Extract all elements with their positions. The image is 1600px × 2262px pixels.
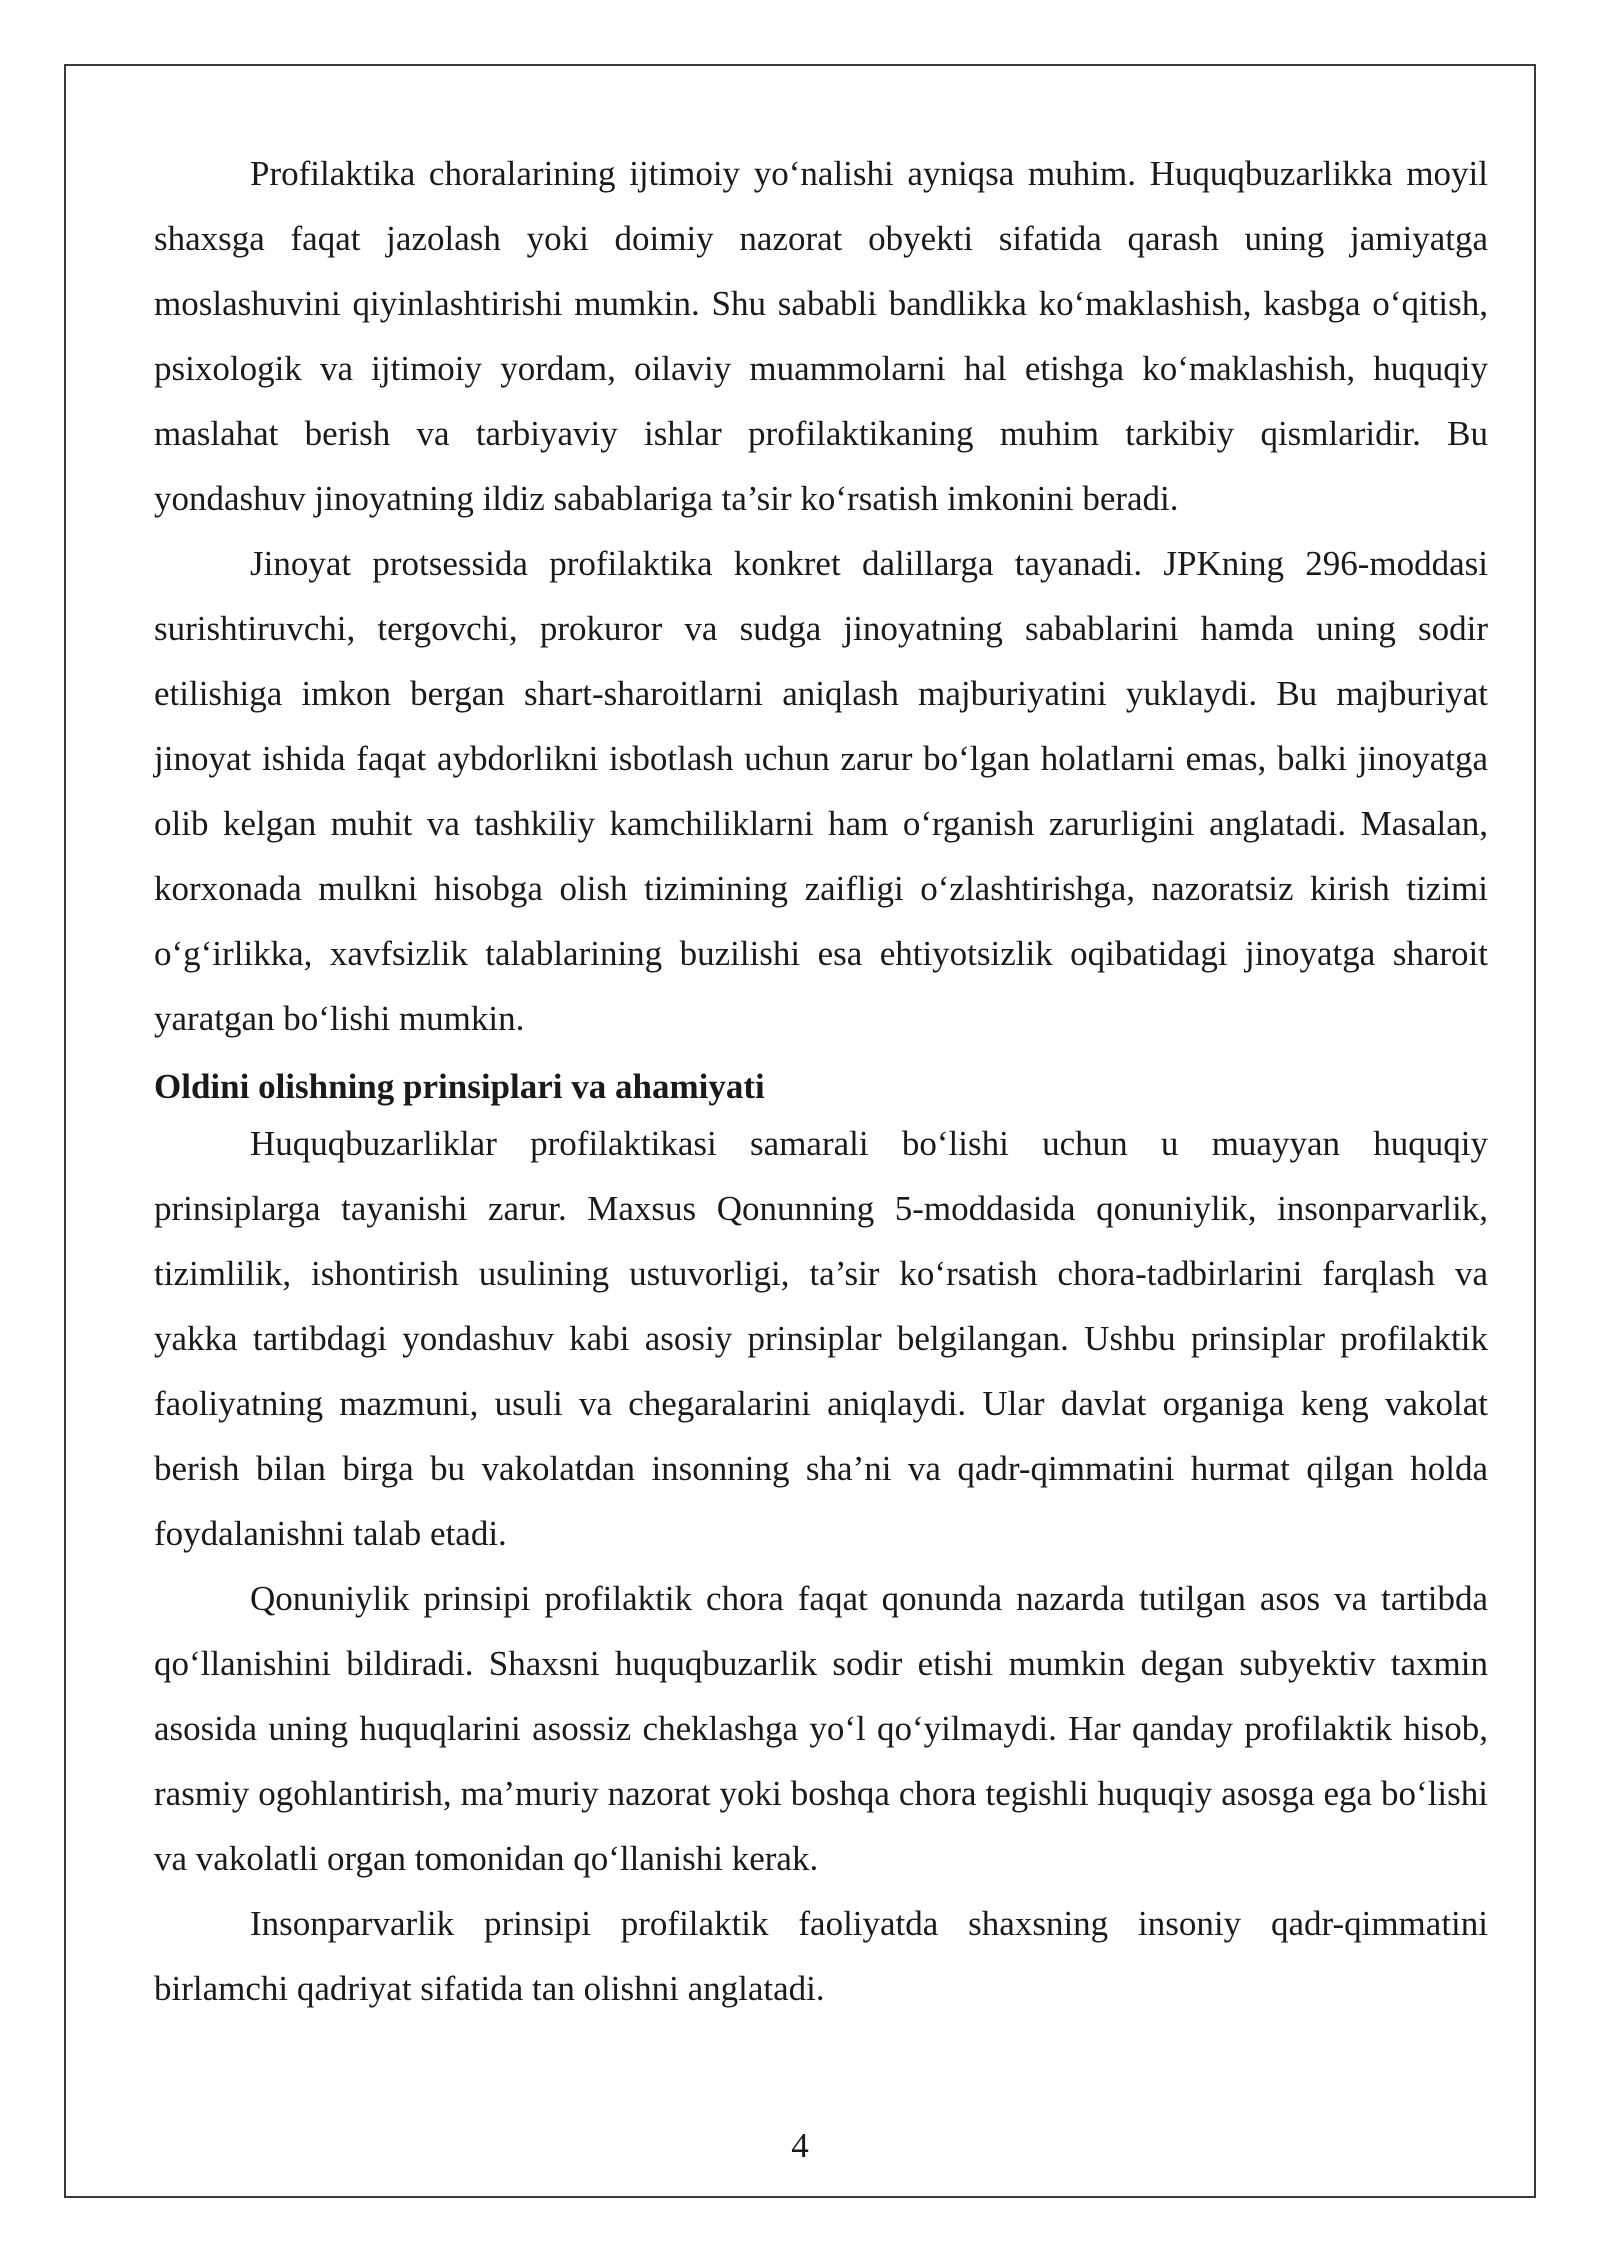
page-number: 4: [791, 2126, 809, 2165]
paragraph-principles: Huquqbuzarliklar profilaktikasi samarali bo‘lishi uchun u muayyan huquqiy prinsiplarga tayanishi zarur. Maxsus Qonunning 5-moddasida qonuniylik, insonparvarlik, tizimlilik, ishontirish usulining ustuvorligi, ta’sir ko‘rsatish chora-tadbirlarini farqlash va yakka tartibdagi yondashuv kabi asosiy prinsiplar belgilangan. Ushbu prinsiplar profilaktik faoliyatning mazmuni, usuli va chegaralarini aniqlaydi. Ular davlat organiga keng vakolat berish bilan birga bu vakolatdan insonning sha’ni va qadr-qimmatini hurmat qilgan holda foydalanishni talab etadi.: [154, 1124, 1488, 1553]
paragraph-legality-principle: Qonuniylik prinsipi profilaktik chora faqat qonunda nazarda tutilgan asos va tartibda qo‘llanishini bildiradi. Shaxsni huquqbuzarlik sodir etishi mumkin degan subyektiv taxmin asosida uning huquqlarini asossiz cheklashga yo‘l qo‘yilmaydi. Har qanday profilaktik hisob, rasmiy ogohlantirish, ma’muriy nazorat yoki boshqa chora tegishli huquqiy asosga ega bo‘lishi va vakolatli organ tomonidan qo‘llanishi kerak.: [154, 1579, 1488, 1878]
paragraph-criminal-process: Jinoyat protsessida profilaktika konkret dalillarga tayanadi. JPKning 296-moddasi surishtiruvchi, tergovchi, prokuror va sudga jinoyatning sabablarini hamda uning sodir etilishiga imkon bergan shart-sharoitlarni aniqlash majburiyatini yuklaydi. Bu majburiyat jinoyat ishida faqat aybdorlikni isbotlash uchun zarur bo‘lgan holatlarni emas, balki jinoyatga olib kelgan muhit va tashkiliy kamchiliklarni ham o‘rganish zarurligini anglatadi. Masalan, korxonada mulkni hisobga olish tizimining zaifligi o‘zlashtirishga, nazoratsiz kirish tizimi o‘g‘irlikka, xavfsizlik talablarining buzilishi esa ehtiyotsizlik oqibatidagi jinoyatga sharoit yaratgan bo‘lishi mumkin.: [154, 544, 1488, 1038]
document-body: [154, 141, 1488, 2021]
paragraph-humanism-principle: Insonparvarlik prinsipi profilaktik faoliyatda shaxsning insoniy qadr-qimmatini birlamchi qadriyat sifatida tan olishni anglatadi.: [154, 1904, 1488, 2008]
section-heading: Oldini olishning prinsiplari va ahamiyati: [154, 1067, 765, 1106]
paragraph-social-direction: Profilaktika choralarining ijtimoiy yo‘nalishi ayniqsa muhim. Huquqbuzarlikka moyil shaxsga faqat jazolash yoki doimiy nazorat obyekti sifatida qarash uning jamiyatga moslashuvini qiyinlashtirishi mumkin. Shu sababli bandlikka ko‘maklashish, kasbga o‘qitish, psixologik va ijtimoiy yordam, oilaviy muammolarni hal etishga ko‘maklashish, huquqiy maslahat berish va tarbiyaviy ishlar profilaktikaning muhim tarkibiy qismlaridir. Bu yondashuv jinoyatning ildiz sabablariga ta’sir ko‘rsatish imkonini beradi.: [154, 154, 1488, 518]
